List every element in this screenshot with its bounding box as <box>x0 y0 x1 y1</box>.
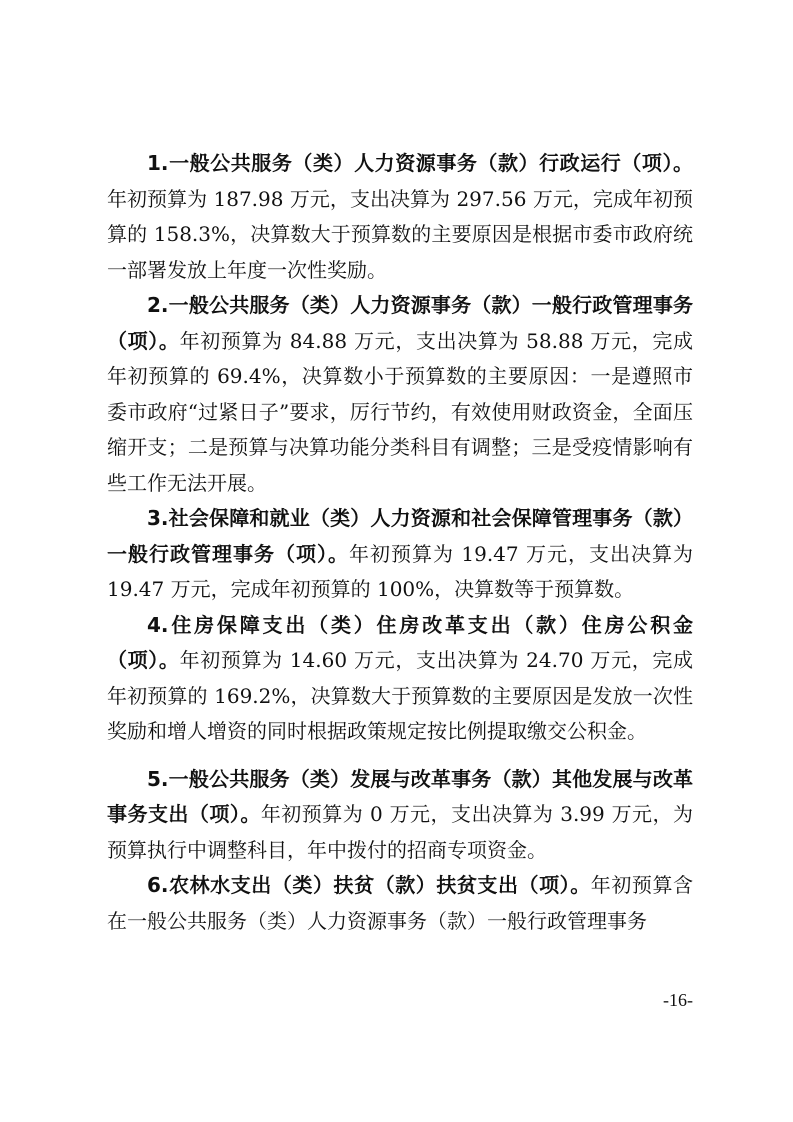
paragraph-4-heading: 4.住房保障支出（类）住房改革支出（款）住房公积金（项）。 <box>107 612 693 672</box>
paragraph-5-body: 年初预算为 0 万元，支出决算为 3.99 万元，为预算执行中调整科目，年中拨付的招商专项资金。 <box>107 802 694 862</box>
paragraph-5 <box>107 762 693 869</box>
paragraph-6-body: 年初预算含在一般公共服务（类）人力资源事务（款）一般行政管理事务 <box>107 873 694 933</box>
page-number: -16- <box>663 990 693 1010</box>
paragraph-1 <box>107 146 693 288</box>
paragraph-3-heading: 3.社会保障和就业（类）人力资源和社会保障管理事务（款）一般行政管理事务（项）。 <box>107 506 693 566</box>
paragraph-6 <box>107 868 693 939</box>
paragraph-2-heading: 2.一般公共服务（类）人力资源事务（款）一般行政管理事务（项）。 <box>107 293 693 353</box>
paragraph-4 <box>107 608 693 750</box>
document-body <box>107 146 693 939</box>
paragraph-6-heading: 6.农林水支出（类）扶贫（款）扶贫支出（项）。 <box>147 873 591 897</box>
paragraph-2-body: 年初预算为 84.88 万元，支出决算为 58.88 万元，完成年初预算的 69.4%，决算数小于预算数的主要原因：一是遵照市委市政府“过紧日子”要求，厉行节约，有效使用财政资金，全面压缩开支；二是预算与决算功能分类科目有调整；三是受疫情影响有些工作无法开展。 <box>107 328 693 495</box>
paragraph-1-heading: 1.一般公共服务（类）人力资源事务（款）行政运行（项）。 <box>147 151 693 175</box>
paragraph-2 <box>107 288 693 501</box>
paragraph-5-heading: 5.一般公共服务（类）发展与改革事务（款）其他发展与改革事务支出（项）。 <box>107 766 693 826</box>
paragraph-4-body: 年初预算为 14.60 万元，支出决算为 24.70 万元，完成年初预算的 169.2%，决算数大于预算数的主要原因是发放一次性奖励和增人增资的同时根据政策规定按比例提取缴交公积金。 <box>107 648 693 743</box>
paragraph-3-body: 年初预算为 19.47 万元，支出决算为 19.47 万元，完成年初预算的 100%，决算数等于预算数。 <box>107 541 693 601</box>
paragraph-1-body: 年初预算为 187.98 万元，支出决算为 297.56 万元，完成年初预算的 158.3%，决算数大于预算数的主要原因是根据市委市政府统一部署发放上年度一次性奖励。 <box>107 186 693 282</box>
paragraph-3 <box>107 501 693 608</box>
